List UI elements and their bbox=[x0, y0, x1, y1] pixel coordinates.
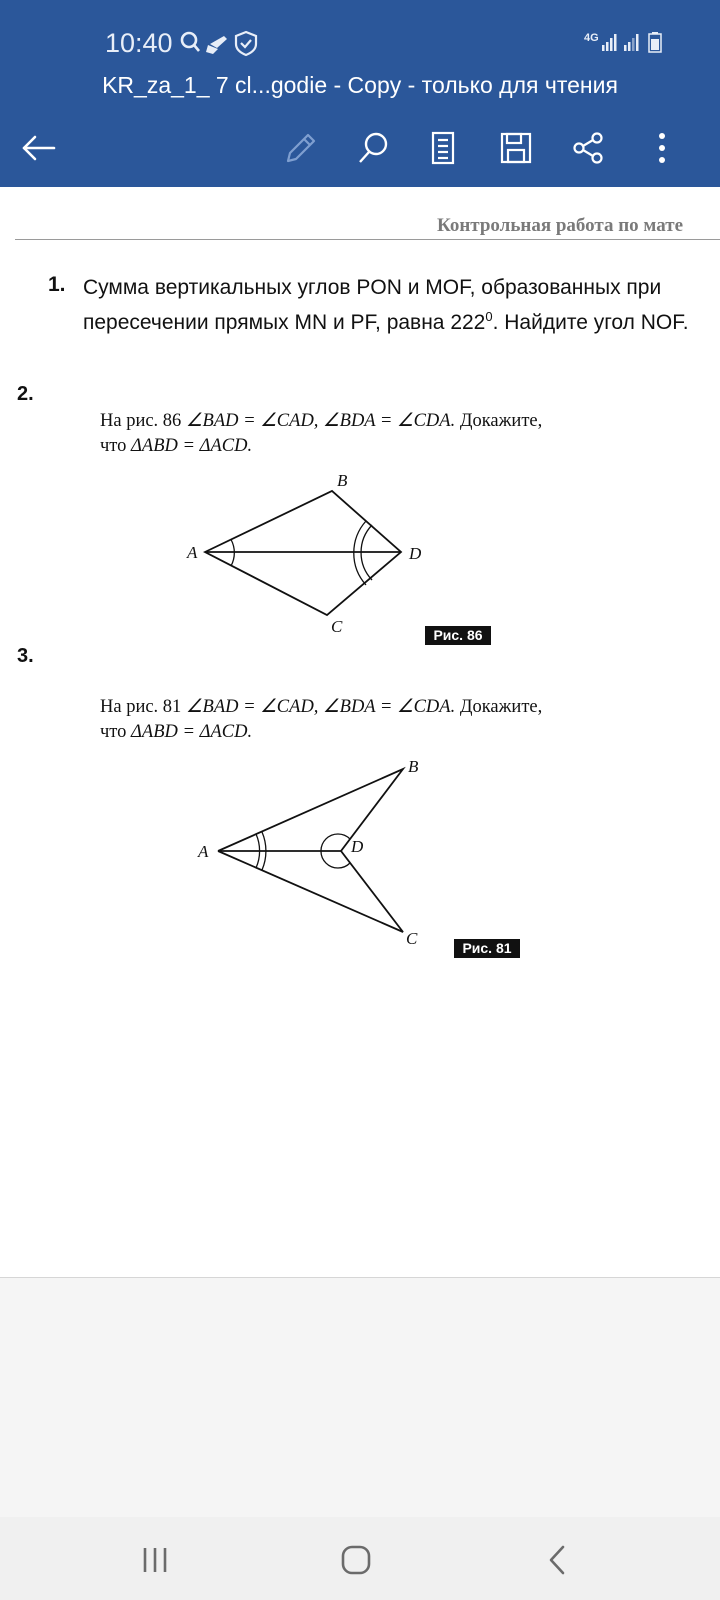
back-icon bbox=[543, 1543, 573, 1577]
fig86-label-a: A bbox=[187, 543, 198, 562]
figure-86-caption: Рис. 86 bbox=[425, 626, 491, 645]
save-icon bbox=[499, 131, 533, 165]
share-icon bbox=[571, 131, 605, 165]
page-background bbox=[0, 1277, 720, 1518]
question-1-number: 1. bbox=[48, 273, 66, 296]
question-2-problem bbox=[100, 409, 660, 459]
running-header: Контрольная работа по мате bbox=[437, 215, 684, 236]
fig81-label-b: B bbox=[408, 757, 419, 776]
fig86-label-d: D bbox=[409, 544, 422, 563]
save-button[interactable] bbox=[494, 126, 538, 170]
search-button[interactable] bbox=[351, 126, 395, 170]
question-1-degree: 0 bbox=[485, 309, 493, 324]
question-2-line-1: На рис. 86 ∠BAD = ∠CAD, ∠BDA = ∠CDA. Докажите, bbox=[100, 411, 543, 431]
reading-view-button[interactable] bbox=[421, 126, 465, 170]
edit-button[interactable] bbox=[279, 126, 323, 170]
recents-button[interactable] bbox=[130, 1535, 180, 1585]
fig86-label-b: B bbox=[337, 472, 348, 490]
document-page[interactable] bbox=[0, 187, 720, 1277]
fig81-label-c: C bbox=[406, 929, 418, 948]
fig86-label-c: C bbox=[331, 617, 343, 636]
question-1-text bbox=[83, 273, 713, 337]
system-navigation-bar bbox=[0, 1517, 720, 1600]
status-time: 10:40 bbox=[105, 28, 173, 58]
nav-back-button[interactable] bbox=[533, 1535, 583, 1585]
more-vertical-icon bbox=[655, 131, 669, 165]
status-system-icons bbox=[584, 30, 674, 56]
signal-2-icon bbox=[624, 34, 639, 51]
fig81-label-a: A bbox=[198, 842, 209, 861]
home-button[interactable] bbox=[331, 1535, 381, 1585]
recents-icon bbox=[140, 1545, 170, 1575]
shield-notification-icon bbox=[236, 32, 256, 55]
question-2-number: 2. bbox=[17, 383, 34, 405]
header-divider bbox=[15, 239, 720, 240]
question-3-line-2: что ΔABD = ΔACD. bbox=[100, 722, 253, 742]
battery-icon bbox=[649, 32, 661, 52]
pencil-icon bbox=[284, 131, 318, 165]
question-3-line-1: На рис. 81 ∠BAD = ∠CAD, ∠BDA = ∠CDA. Докажите, bbox=[100, 697, 543, 717]
reading-view-icon bbox=[429, 131, 457, 165]
more-options-button[interactable] bbox=[640, 126, 684, 170]
broom-notification-icon bbox=[206, 36, 227, 54]
question-1-text-end: . Найдите угол NOF. bbox=[492, 311, 689, 334]
fig81-label-d: D bbox=[351, 837, 364, 856]
figure-86 bbox=[170, 472, 430, 642]
network-type-label: 4G bbox=[584, 32, 599, 44]
share-button[interactable] bbox=[566, 126, 610, 170]
back-button[interactable] bbox=[17, 126, 61, 170]
arrow-left-icon bbox=[21, 133, 57, 163]
fig86-angle-d-arc-1 bbox=[354, 521, 366, 585]
document-title: KR_za_1_ 7 cl...godie - Copy - только для чтения bbox=[102, 72, 618, 98]
question-2-line-2: что ΔABD = ΔACD. bbox=[100, 436, 253, 456]
question-3-problem bbox=[100, 695, 660, 745]
search-notification-icon bbox=[182, 33, 199, 51]
status-notification-icons bbox=[180, 30, 270, 60]
figure-81 bbox=[190, 752, 450, 952]
app-bar bbox=[0, 0, 720, 187]
home-icon bbox=[339, 1543, 373, 1577]
question-1-text-main: Сумма вертикальных углов PON и MOF, образованных при пересечении прямых MN и PF, равна 222 bbox=[83, 276, 662, 334]
question-3-number: 3. bbox=[17, 645, 34, 667]
search-icon bbox=[356, 131, 390, 165]
figure-81-caption: Рис. 81 bbox=[454, 939, 520, 958]
signal-icon bbox=[602, 34, 617, 51]
